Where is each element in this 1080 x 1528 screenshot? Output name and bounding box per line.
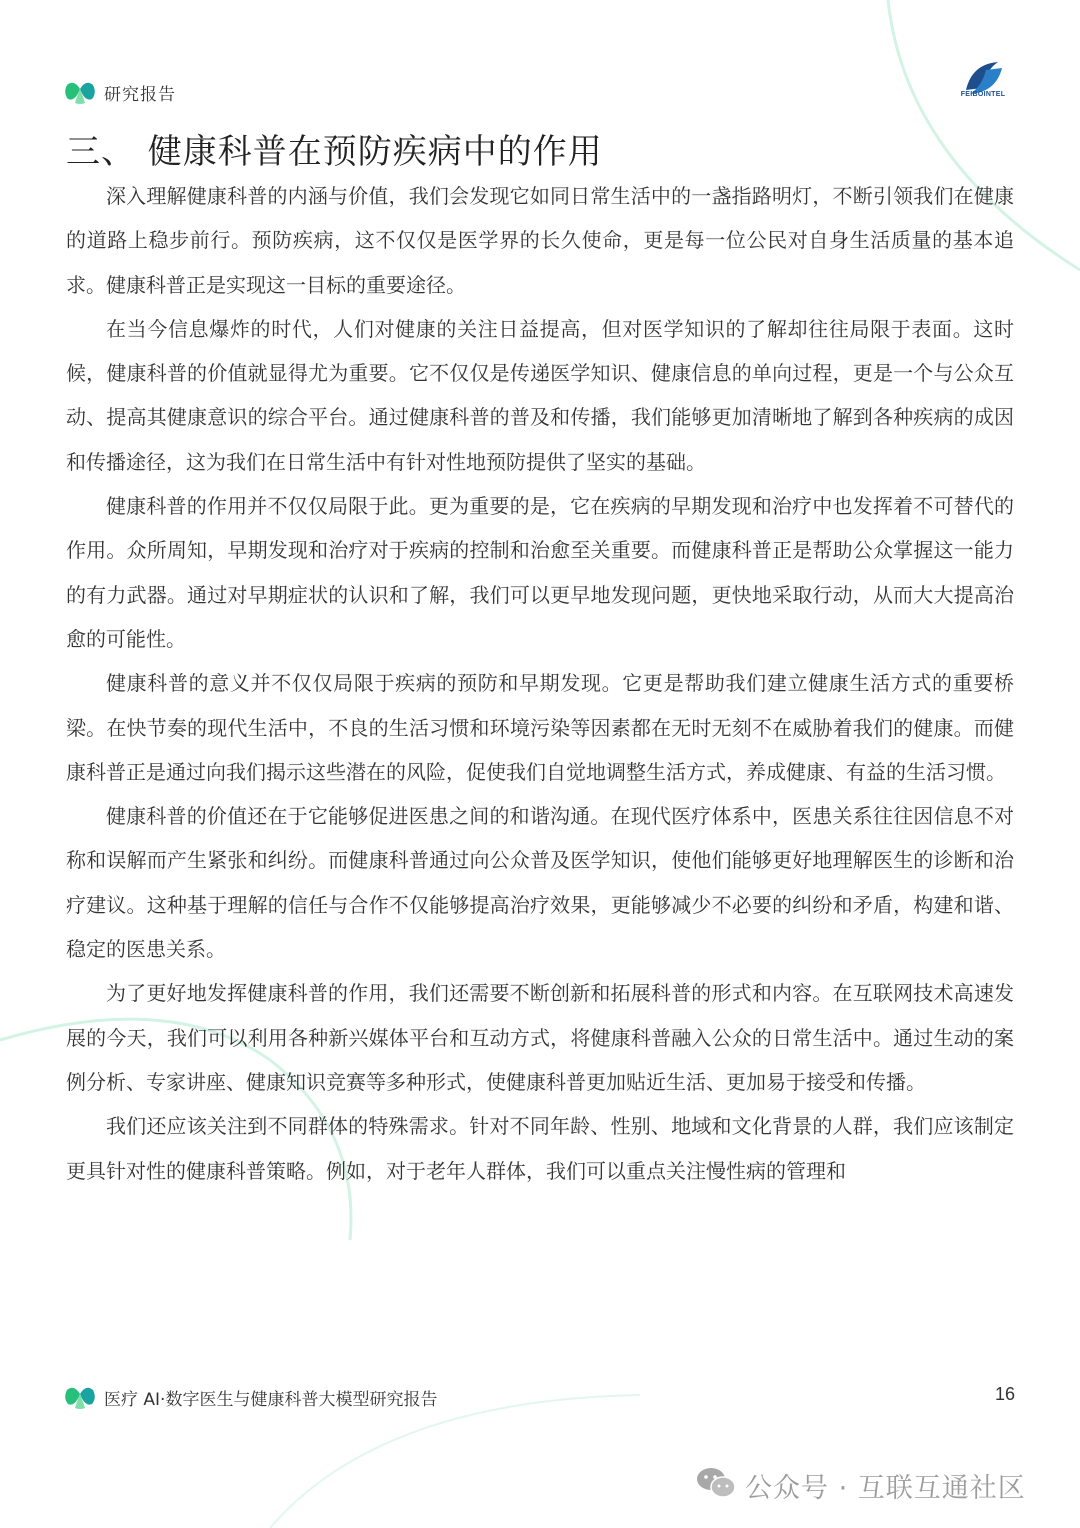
- paragraph-7: 我们还应该关注到不同群体的特殊需求。针对不同年龄、性别、地域和文化背景的人群，我们应该制定更具针对性的健康科普策略。例如，对于老年人群体，我们可以重点关注慢性病的管理和: [66, 1114, 1014, 1183]
- watermark-text: 公众号 · 互联互通社区: [745, 1473, 1026, 1504]
- paragraph-1: 深入理解健康科普的内涵与价值，我们会发现它如同日常生活中的一盏指路明灯，不断引领我们在健康的道路上稳步前行。预防疾病，这不仅仅是医学界的长久使命，更是每一位公民对自身生活质量的基本追求。健康科普正是实现这一目标的重要途径。: [66, 184, 1014, 297]
- footer-report-title: 医疗 AI·数字医生与健康科普大模型研究报告: [104, 1390, 438, 1410]
- paragraph-4: 健康科普的意义并不仅仅局限于疾病的预防和早期发现。它更是帮助我们建立健康生活方式的重要桥梁。在快节奏的现代生活中，不良的生活习惯和环境污染等因素都在无时无刻不在威胁着我们的健康。而健康科普正是通过向我们揭示这些潜在的风险，促使我们自觉地调整生活方式，养成健康、有益的生活习惯。: [66, 671, 1014, 784]
- header-label: 研究报告: [104, 85, 176, 105]
- body-text: [66, 174, 1014, 1193]
- paragraph-6: 为了更好地发挥健康科普的作用，我们还需要不断创新和拓展科普的形式和内容。在互联网技术高速发展的今天，我们可以利用各种新兴媒体平台和互动方式，将健康科普融入公众的日常生活中。通过生动的案例分析、专家讲座、健康知识竞赛等多种形式，使健康科普更加贴近生活、更加易于接受和传播。: [66, 981, 1014, 1094]
- brand-name: FEIBOINTEL: [960, 91, 1006, 98]
- footer-logo-icon: [64, 1383, 96, 1411]
- page-number: 16: [994, 1384, 1015, 1404]
- report-logo-icon: [64, 78, 96, 106]
- paragraph-3: 健康科普的作用并不仅仅局限于此。更为重要的是，它在疾病的早期发现和治疗中也发挥着不可替代的作用。众所周知，早期发现和治疗对于疾病的控制和治愈至关重要。而健康科普正是帮助公众掌握这一能力的有力武器。通过对早期症状的认识和了解，我们可以更早地发现问题，更快地采取行动，从而大大提高治愈的可能性。: [66, 494, 1014, 651]
- wechat-icon: [696, 1466, 736, 1500]
- paragraph-5: 健康科普的价值还在于它能够促进医患之间的和谐沟通。在现代医疗体系中，医患关系往往因信息不对称和误解而产生紧张和纠纷。而健康科普通过向公众普及医学知识，使他们能够更好地理解医生的诊断和治疗建议。这种基于理解的信任与合作不仅能够提高治疗效果，更能够减少不必要的纠纷和矛盾，构建和谐、稳定的医患关系。: [66, 804, 1014, 962]
- section-title: 三、 健康科普在预防疾病中的作用: [66, 132, 603, 172]
- paragraph-2: 在当今信息爆炸的时代，人们对健康的关注日益提高，但对医学知识的了解却往往局限于表面。这时候，健康科普的价值就显得尤为重要。它不仅仅是传递医学知识、健康信息的单向过程，更是一个与公众互动、提高其健康意识的综合平台。通过健康科普的普及和传播，我们能够更加清晰地了解到各种疾病的成因和传播途径，这为我们在日常生活中有针对性地预防提供了坚实的基础。: [66, 316, 1014, 474]
